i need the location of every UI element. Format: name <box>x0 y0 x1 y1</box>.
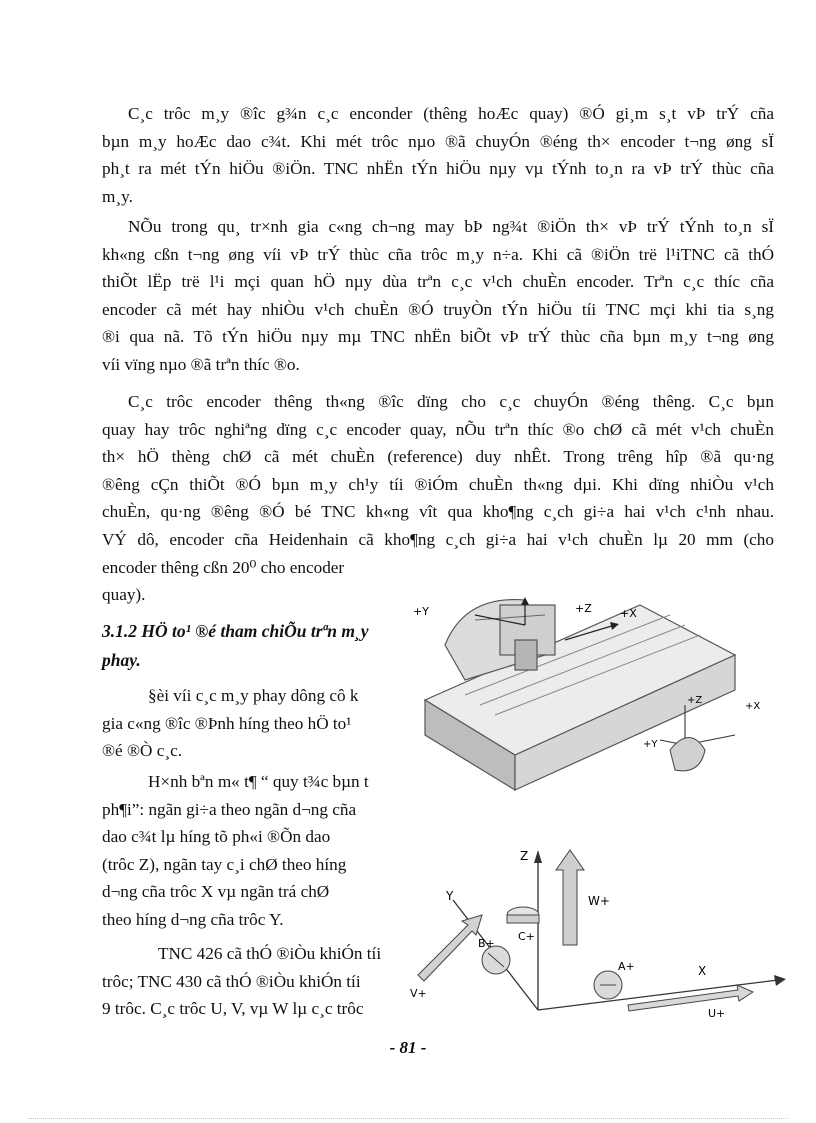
text-line: (trôc Z), ngãn tay c¸i chØ theo híng <box>102 854 347 874</box>
paragraph-tnc-axes <box>102 940 392 1023</box>
text-line: H×nh bªn m« t¶ “ quy t¾c bµn t <box>148 772 369 791</box>
fig2-label: C+ <box>518 930 535 943</box>
heading-line: phay. <box>102 650 141 670</box>
text-line: ®i qua nã. Tõ tÝn hiÖu nµy mµ TNC nhËn biÕt vÞ trÝ thùc cña bµn m¸y t¬ng øng <box>102 327 774 347</box>
text-line: kh«ng cßn t¬ng øng víi vÞ trÝ thùc cña trôc m¸y n÷a. Khi cã ®iÖn trë l¹iTNC cã thÓ <box>102 244 774 264</box>
text-line: dao c¾t lµ híng tõ ph«i ®Õn dao <box>102 827 331 847</box>
text-line: m¸y. <box>102 186 133 206</box>
text-line: chuÈn, qu·ng ®êng ®Ó bé TNC kh«ng vît qua kho¶ng c¸ch gi÷a hai v¹ch c¹nh nhau. <box>102 502 774 522</box>
text-line: VÝ dô, encoder cña Heidenhain cã kho¶ng c¸ch gi÷a hai v¹ch chuÈn lµ 20 mm (cho <box>102 529 774 549</box>
text-line: víi vïng nµo ®ã trªn thíc ®o. <box>102 354 300 374</box>
text-line: d¬ng cña trôc X vµ ngãn trá chØ <box>102 882 330 902</box>
fig1-label: +X <box>620 607 637 620</box>
fig2-label: W+ <box>588 894 610 908</box>
paragraph-power-loss <box>102 213 774 379</box>
heading-line: 3.1.2 HÖ to¹ ®é tham chiÕu trªn m¸y <box>102 621 369 641</box>
paragraph-right-hand-rule <box>102 768 392 934</box>
text-line: gia c«ng ®îc ®Þnh híng theo hÖ to¹ <box>102 713 352 733</box>
fig2-label: Z <box>520 849 529 863</box>
fig2-label: V+ <box>410 987 427 1000</box>
fig1-label: +Z <box>687 695 703 706</box>
paragraph-reference-marks <box>102 388 774 609</box>
text-line: theo híng d¬ng cña trôc Y. <box>102 909 284 929</box>
text-line: trôc; TNC 430 cã thÓ ®iÒu khiÓn tíi <box>102 971 361 991</box>
text-line: §èi víi c¸c m¸y phay dông cô k <box>148 686 359 705</box>
text-line: C¸c trôc encoder thêng th«ng ®îc dïng cho c¸c chuyÓn ®éng thêng. C¸c bµn <box>128 392 774 411</box>
fig2-label: X <box>698 964 707 978</box>
fig2-label: U+ <box>708 1007 726 1020</box>
page-number: - 81 - <box>389 1038 427 1057</box>
text-line: 9 trôc. C¸c trôc U, V, vµ W lµ c¸c trôc <box>102 999 364 1019</box>
fig2-label: A+ <box>618 960 635 973</box>
section-heading <box>102 617 369 675</box>
milling-machine-figure <box>405 585 800 800</box>
text-line: NÕu trong qu¸ tr×nh gia c«ng ch¬ng may bÞ ng¾t ®iÖn th× vÞ trÝ tÝnh to¸n sÏ <box>128 217 774 236</box>
text-line: encoder cã mét hay nhiÒu v¹ch chuÈn ®Ó truyÒn tÝn hiÖu tíi TNC mçi khi tia s¸ng <box>102 299 774 319</box>
text-line: quay). <box>102 585 146 605</box>
text-line: TNC 426 cã thÓ ®iÒu khiÓn tíi <box>158 944 382 963</box>
fig1-label: +X <box>745 701 761 712</box>
text-line: ®êng cÇn thiÕt ®Ó bµn m¸y ch¹y tíi ®iÓm chuÈn th«ng dµi. Khi dïng nhiÒu v¹ch <box>102 474 774 494</box>
text-line: C¸c trôc m¸y ®îc g¾n c¸c enconder (thêng hoÆc quay) ®Ó gi¸m s¸t vÞ trÝ cña <box>128 104 774 123</box>
text-line: encoder thêng cßn 20⁰ cho encoder <box>102 557 345 577</box>
text-line: th× hÖ thèng chØ cã mét chuÈn (reference) duy nhÊt. Trong trêng hîp ®ã qu·ng <box>102 447 774 467</box>
text-line: bµn m¸y hoÆc dao c¾t. Khi mét trôc nµo ®ã chuyÓn ®éng th× encoder t¬ng øng sÏ <box>102 131 774 151</box>
fig2-label: B+ <box>478 937 495 950</box>
text-line: thiÕt lËp trë l¹i mçi quan hÖ nµy dùa trªn c¸c v¹ch chuÈn encoder. Trªn c¸c thíc cña <box>102 272 774 292</box>
paragraph-encoder-intro <box>102 100 774 210</box>
footer-divider <box>28 1118 788 1119</box>
fig1-label: +Y <box>413 605 429 618</box>
text-line: ®é ®Ò c¸c. <box>102 741 183 761</box>
text-line: quay hay trôc nghiªng dïng c¸c encoder quay, nÕu trªn thíc ®o chØ cã mét v¹ch chuÈn <box>102 419 774 439</box>
paragraph-milling-axes <box>102 682 392 765</box>
text-line: ph¶i”: ngãn gi÷a theo ngãn d¬ng cña <box>102 799 357 819</box>
text-line: ph¸t ra mét tÝn hiÖu ®iÖn. TNC nhËn tÝn hiÖu nµy vµ tÝnh to¸n ra vÞ trÝ thùc cña <box>102 159 774 179</box>
fig2-label: Y <box>446 889 454 903</box>
fig1-label: +Z <box>575 602 592 615</box>
fig1-label: +Y <box>643 739 658 750</box>
axis-diagram-figure <box>408 825 793 1025</box>
